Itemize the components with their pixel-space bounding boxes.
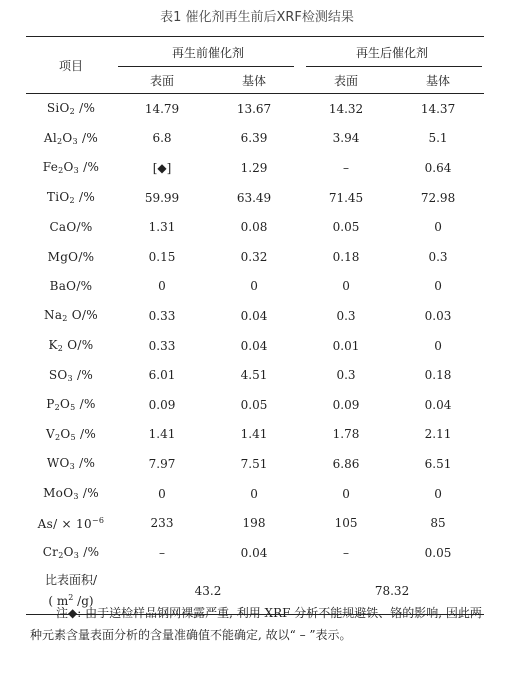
after-surface-cell: 0.18 bbox=[332, 249, 360, 264]
after-surface-cell: 0.01 bbox=[332, 338, 360, 353]
label-text: /% bbox=[78, 486, 99, 501]
before-surface-cell: – bbox=[159, 545, 165, 560]
table-caption: 表1 催化剂再生前后XRF检测结果 bbox=[160, 10, 354, 25]
before-surface-cell: 0.33 bbox=[148, 308, 176, 323]
after-bulk-cell: 2.11 bbox=[424, 427, 452, 442]
after-surface-cell: 3.94 bbox=[332, 131, 360, 146]
label-subscript: 2 bbox=[69, 196, 75, 206]
label-subscript: 2 bbox=[58, 166, 64, 176]
label-text: O bbox=[63, 545, 74, 560]
label-text: K bbox=[48, 338, 58, 353]
before-bulk-cell: 0.04 bbox=[240, 338, 268, 353]
after-bulk-header: 基体 bbox=[392, 67, 484, 94]
table-row bbox=[26, 153, 484, 183]
before-bulk-cell: 198 bbox=[242, 516, 266, 531]
after-bulk-cell: 72.98 bbox=[420, 190, 456, 205]
row-label bbox=[26, 538, 116, 568]
label-text: O bbox=[60, 426, 71, 441]
after-bulk-cell: 6.51 bbox=[424, 456, 452, 471]
label-subscript: 5 bbox=[70, 403, 76, 413]
label-text: Al bbox=[43, 130, 57, 145]
table-row bbox=[26, 360, 484, 390]
before-surface-cell: 0.33 bbox=[148, 338, 176, 353]
after-bulk-cell: 0 bbox=[434, 279, 442, 294]
row-label bbox=[26, 272, 116, 302]
before-bulk-cell: 0 bbox=[250, 486, 258, 501]
before-surface-cell: 14.79 bbox=[144, 101, 180, 116]
label-text: O/% bbox=[67, 308, 98, 323]
label-text: TiO bbox=[46, 190, 70, 205]
label-superscript: −6 bbox=[91, 515, 105, 525]
after-bulk-cell: 0.3 bbox=[428, 249, 448, 264]
before-surface-cell: 6.8 bbox=[152, 131, 172, 146]
label-subscript: 5 bbox=[70, 432, 76, 442]
after-surface-cell: 0.3 bbox=[336, 368, 356, 383]
label-text: CaO/% bbox=[49, 220, 93, 235]
before-surface-cell: 0.09 bbox=[148, 397, 176, 412]
label-text: As/ × 10 bbox=[37, 516, 92, 531]
label-text: O bbox=[60, 397, 71, 412]
after-surface-cell: 0 bbox=[342, 486, 350, 501]
surface-area-label-line1: 比表面积/ bbox=[44, 573, 98, 587]
row-label bbox=[26, 508, 116, 538]
before-surface-header: 表面 bbox=[116, 67, 208, 94]
label-text: BaO/% bbox=[49, 279, 93, 294]
table-row bbox=[26, 479, 484, 509]
table-row bbox=[26, 331, 484, 361]
surface-area-before: 43.2 bbox=[116, 568, 300, 615]
label-subscript: 3 bbox=[67, 373, 73, 383]
after-bulk-cell: 14.37 bbox=[420, 101, 456, 116]
label-subscript: 2 bbox=[57, 136, 63, 146]
unit-superscript: 2 bbox=[68, 593, 74, 602]
xrf-table bbox=[26, 36, 484, 615]
label-subscript: 3 bbox=[73, 492, 79, 502]
label-text: Na bbox=[44, 308, 63, 323]
after-bulk-cell: 0.64 bbox=[424, 160, 452, 175]
before-bulk-cell: 0.04 bbox=[240, 308, 268, 323]
label-subscript: 2 bbox=[62, 314, 68, 324]
label-subscript: 2 bbox=[54, 403, 61, 413]
before-bulk-cell: 7.51 bbox=[240, 456, 268, 471]
label-text: WO bbox=[46, 456, 70, 471]
before-surface-cell: 0 bbox=[158, 486, 166, 501]
row-label bbox=[26, 301, 116, 331]
before-surface-cell: 6.01 bbox=[148, 368, 176, 383]
before-bulk-cell: 1.29 bbox=[240, 160, 268, 175]
before-surface-cell: [◆] bbox=[152, 160, 172, 175]
after-surface-cell: 0.09 bbox=[332, 397, 360, 412]
before-regeneration-header: 再生前催化剂 bbox=[116, 37, 300, 68]
label-text: /% bbox=[75, 397, 96, 412]
row-label bbox=[26, 390, 116, 420]
label-subscript: 3 bbox=[72, 136, 78, 146]
before-surface-cell: 1.41 bbox=[148, 427, 176, 442]
row-label bbox=[26, 449, 116, 479]
table-row bbox=[26, 183, 484, 213]
after-bulk-cell: 0.18 bbox=[424, 368, 452, 383]
table-footnote: 注◆: 由于送检样品钢网裸露严重, 利用 XRF 分析不能规避铁、铬的影响, 因此两种元素含量表面分析的含量准确值不能确定, 故以“ – ”表示。 bbox=[30, 606, 482, 642]
before-surface-cell: 0.15 bbox=[148, 249, 176, 264]
table-row bbox=[26, 538, 484, 568]
label-subscript: 2 bbox=[69, 107, 75, 117]
before-bulk-cell: 0.32 bbox=[240, 249, 268, 264]
before-surface-cell: 233 bbox=[150, 516, 174, 531]
table-row bbox=[26, 420, 484, 450]
after-bulk-cell: 0.04 bbox=[424, 397, 452, 412]
before-bulk-cell: 63.49 bbox=[236, 190, 272, 205]
label-text: /% bbox=[72, 367, 94, 382]
after-bulk-cell: 0.05 bbox=[424, 545, 452, 560]
table-row bbox=[26, 212, 484, 242]
after-surface-cell: 0 bbox=[342, 279, 350, 294]
label-text: /% bbox=[79, 545, 100, 560]
after-surface-cell: 105 bbox=[334, 516, 358, 531]
before-bulk-cell: 4.51 bbox=[240, 368, 268, 383]
before-bulk-cell: 0.08 bbox=[240, 220, 268, 235]
row-label bbox=[26, 242, 116, 272]
label-text: Fe bbox=[42, 160, 59, 175]
before-surface-cell: 0 bbox=[158, 279, 166, 294]
before-bulk-cell: 0.05 bbox=[240, 397, 268, 412]
table-row bbox=[26, 508, 484, 538]
table-row bbox=[26, 449, 484, 479]
after-surface-cell: – bbox=[343, 160, 350, 175]
label-text: O bbox=[62, 130, 73, 145]
row-label bbox=[26, 94, 116, 124]
row-label bbox=[26, 153, 116, 183]
label-subscript: 3 bbox=[73, 551, 80, 561]
after-surface-header: 表面 bbox=[300, 67, 392, 94]
label-text: MgO/% bbox=[47, 249, 95, 264]
label-text: SO bbox=[48, 367, 68, 382]
label-subscript: 3 bbox=[73, 166, 80, 176]
before-bulk-cell: 0 bbox=[250, 279, 258, 294]
row-label bbox=[26, 212, 116, 242]
row-label bbox=[26, 479, 116, 509]
after-surface-cell: 6.86 bbox=[332, 456, 360, 471]
after-surface-cell: 1.78 bbox=[332, 427, 360, 442]
after-surface-cell: 0.05 bbox=[332, 220, 360, 235]
after-bulk-cell: 0 bbox=[434, 338, 442, 353]
before-bulk-cell: 6.39 bbox=[240, 131, 268, 146]
label-subscript: 3 bbox=[69, 462, 75, 472]
label-text: V bbox=[45, 426, 55, 441]
table-row bbox=[26, 124, 484, 154]
after-surface-cell: 14.32 bbox=[328, 101, 364, 116]
label-text: Cr bbox=[42, 545, 59, 560]
label-text: /% bbox=[79, 160, 100, 175]
table-body bbox=[26, 94, 484, 615]
row-label bbox=[26, 331, 116, 361]
table-row bbox=[26, 242, 484, 272]
after-bulk-cell: 0 bbox=[434, 486, 442, 501]
unit-suffix: /g) bbox=[73, 594, 94, 608]
row-label bbox=[26, 183, 116, 213]
label-text: MoO bbox=[43, 486, 74, 501]
row-label bbox=[26, 420, 116, 450]
before-bulk-header: 基体 bbox=[208, 67, 300, 94]
before-bulk-cell: 0.04 bbox=[240, 545, 268, 560]
after-bulk-cell: 85 bbox=[430, 516, 446, 531]
before-surface-cell: 59.99 bbox=[144, 190, 180, 205]
after-surface-cell: 71.45 bbox=[328, 190, 364, 205]
after-surface-cell: 0.3 bbox=[336, 308, 356, 323]
surface-area-after: 78.32 bbox=[300, 568, 484, 615]
label-subscript: 2 bbox=[58, 551, 64, 561]
label-subscript: 2 bbox=[57, 344, 64, 354]
item-header: 项目 bbox=[26, 37, 116, 94]
label-text: /% bbox=[75, 426, 97, 441]
unit-prefix: ( m bbox=[48, 594, 69, 608]
header-row-1 bbox=[26, 37, 484, 68]
table-row bbox=[26, 94, 484, 124]
label-text: SiO bbox=[46, 101, 70, 116]
after-surface-cell: – bbox=[343, 545, 350, 560]
after-bulk-cell: 0.03 bbox=[424, 308, 452, 323]
label-subscript: 2 bbox=[54, 432, 61, 442]
after-regeneration-header: 再生后催化剂 bbox=[300, 37, 484, 68]
before-surface-cell: 1.31 bbox=[148, 220, 176, 235]
label-text: /% bbox=[75, 101, 96, 116]
row-label bbox=[26, 360, 116, 390]
label-text: /% bbox=[75, 456, 96, 471]
before-bulk-cell: 1.41 bbox=[240, 427, 268, 442]
label-text: P bbox=[46, 397, 55, 412]
before-bulk-cell: 13.67 bbox=[236, 101, 272, 116]
table-row bbox=[26, 301, 484, 331]
label-text: O/% bbox=[63, 338, 94, 353]
row-label bbox=[26, 124, 116, 154]
before-surface-cell: 7.97 bbox=[148, 456, 176, 471]
label-text: /% bbox=[77, 130, 99, 145]
after-bulk-cell: 5.1 bbox=[428, 131, 448, 146]
table-row bbox=[26, 390, 484, 420]
after-bulk-cell: 0 bbox=[434, 220, 442, 235]
label-text: O bbox=[63, 160, 74, 175]
table-row bbox=[26, 272, 484, 302]
label-text: /% bbox=[74, 190, 96, 205]
